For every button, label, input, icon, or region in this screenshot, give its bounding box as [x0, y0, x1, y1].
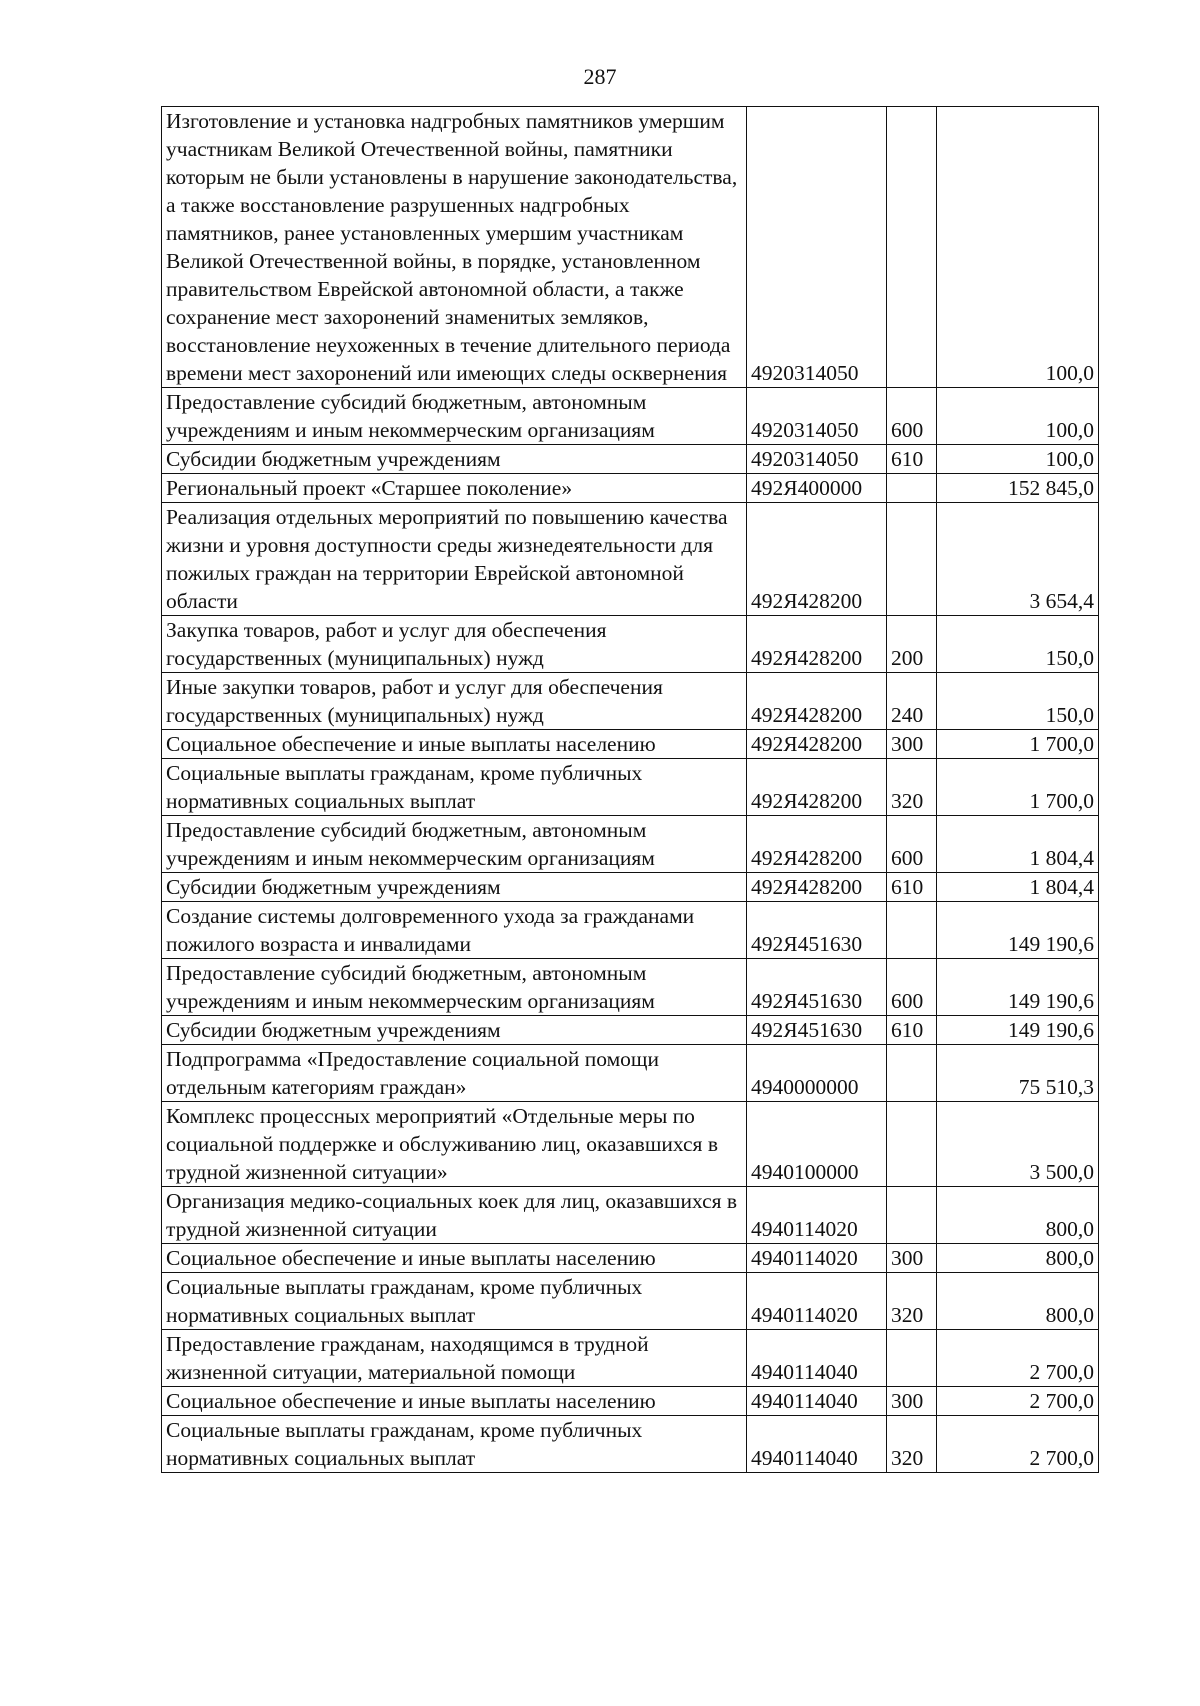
row-expense-type: 240: [887, 673, 937, 730]
row-amount: 1 804,4: [937, 873, 1099, 902]
row-name: Реализация отдельных мероприятий по повышению качества жизни и уровня доступности среды жизнедеятельности для пожилых граждан на территории Еврейской автономной области: [162, 503, 747, 616]
row-amount: 2 700,0: [937, 1387, 1099, 1416]
row-amount: 2 700,0: [937, 1416, 1099, 1473]
row-amount: 150,0: [937, 616, 1099, 673]
table-row: [162, 1016, 1099, 1045]
row-code: 492Я428200: [747, 730, 887, 759]
row-name: Социальное обеспечение и иные выплаты населению: [162, 1387, 747, 1416]
row-name: Организация медико-социальных коек для лиц, оказавшихся в трудной жизненной ситуации: [162, 1187, 747, 1244]
row-code: 492Я428200: [747, 816, 887, 873]
table-row: [162, 503, 1099, 616]
row-expense-type: 320: [887, 1273, 937, 1330]
table-row: [162, 816, 1099, 873]
row-code: 4940114020: [747, 1273, 887, 1330]
row-expense-type: 610: [887, 873, 937, 902]
row-name: Подпрограмма «Предоставление социальной помощи отдельным категориям граждан»: [162, 1045, 747, 1102]
row-amount: 3 500,0: [937, 1102, 1099, 1187]
row-amount: 2 700,0: [937, 1330, 1099, 1387]
row-code: 4940114040: [747, 1416, 887, 1473]
table-row: [162, 902, 1099, 959]
row-expense-type: [887, 503, 937, 616]
row-expense-type: 300: [887, 1244, 937, 1273]
budget-table: [161, 106, 1099, 1473]
row-amount: 1 804,4: [937, 816, 1099, 873]
table-row: [162, 616, 1099, 673]
table-row: [162, 1244, 1099, 1273]
row-name: Социальные выплаты гражданам, кроме публичных нормативных социальных выплат: [162, 1273, 747, 1330]
row-name: Предоставление гражданам, находящимся в трудной жизненной ситуации, материальной помощи: [162, 1330, 747, 1387]
row-name: Предоставление субсидий бюджетным, автономным учреждениям и иным некоммерческим организациям: [162, 388, 747, 445]
row-name: Комплекс процессных мероприятий «Отдельные меры по социальной поддержке и обслуживанию лиц, оказавшихся в трудной жизненной ситуации»: [162, 1102, 747, 1187]
row-name: Социальное обеспечение и иные выплаты населению: [162, 730, 747, 759]
row-code: 4940114040: [747, 1387, 887, 1416]
table-row: [162, 1102, 1099, 1187]
table-row: [162, 730, 1099, 759]
row-expense-type: 320: [887, 1416, 937, 1473]
table-row: [162, 1273, 1099, 1330]
row-code: 492Я428200: [747, 673, 887, 730]
row-amount: 152 845,0: [937, 474, 1099, 503]
row-name: Предоставление субсидий бюджетным, автономным учреждениям и иным некоммерческим организациям: [162, 816, 747, 873]
table-row: [162, 1387, 1099, 1416]
row-code: 492Я428200: [747, 873, 887, 902]
table-row: [162, 474, 1099, 503]
page-number: 287: [583, 64, 617, 89]
row-name: Иные закупки товаров, работ и услуг для обеспечения государственных (муниципальных) нужд: [162, 673, 747, 730]
row-amount: 75 510,3: [937, 1045, 1099, 1102]
table-row: [162, 873, 1099, 902]
row-expense-type: 300: [887, 730, 937, 759]
row-code: 4940114040: [747, 1330, 887, 1387]
row-amount: 100,0: [937, 388, 1099, 445]
table-row: [162, 959, 1099, 1016]
row-code: 4940100000: [747, 1102, 887, 1187]
row-code: 4920314050: [747, 107, 887, 388]
table-row: [162, 1330, 1099, 1387]
row-amount: 149 190,6: [937, 1016, 1099, 1045]
row-expense-type: 600: [887, 388, 937, 445]
row-amount: 1 700,0: [937, 730, 1099, 759]
table-row: [162, 1187, 1099, 1244]
row-amount: 800,0: [937, 1187, 1099, 1244]
row-expense-type: [887, 1330, 937, 1387]
row-name: Предоставление субсидий бюджетным, автономным учреждениям и иным некоммерческим организациям: [162, 959, 747, 1016]
table-row: [162, 673, 1099, 730]
row-name: Региональный проект «Старшее поколение»: [162, 474, 747, 503]
row-expense-type: 200: [887, 616, 937, 673]
row-expense-type: [887, 1102, 937, 1187]
table-row: [162, 759, 1099, 816]
row-code: 4940114020: [747, 1187, 887, 1244]
row-code: 492Я428200: [747, 759, 887, 816]
row-expense-type: [887, 107, 937, 388]
row-code: 4940114020: [747, 1244, 887, 1273]
row-expense-type: 600: [887, 959, 937, 1016]
row-code: 492Я451630: [747, 902, 887, 959]
table-row: [162, 388, 1099, 445]
row-code: 492Я451630: [747, 1016, 887, 1045]
row-expense-type: 320: [887, 759, 937, 816]
row-name: Закупка товаров, работ и услуг для обеспечения государственных (муниципальных) нужд: [162, 616, 747, 673]
row-code: 492Я428200: [747, 503, 887, 616]
table-row: [162, 1416, 1099, 1473]
row-expense-type: 600: [887, 816, 937, 873]
row-amount: 149 190,6: [937, 959, 1099, 1016]
row-name: Субсидии бюджетным учреждениям: [162, 873, 747, 902]
row-code: 492Я428200: [747, 616, 887, 673]
row-name: Изготовление и установка надгробных памятников умершим участникам Великой Отечественной войны, памятники которым не были установлены в нарушение законодательства, а также восстановление разрушенных надгробных памятников, ранее установленных умершим участникам Великой Отечественной войны, в порядке, установленном правительством Еврейской автономной области, а также сохранение мест захоронений знаменитых земляков, восстановление неухоженных в течение длительного периода времени мест захоронений или имеющих следы осквернения: [162, 107, 747, 388]
row-code: 4940000000: [747, 1045, 887, 1102]
row-expense-type: [887, 1045, 937, 1102]
row-expense-type: 300: [887, 1387, 937, 1416]
row-amount: 100,0: [937, 445, 1099, 474]
row-amount: 800,0: [937, 1244, 1099, 1273]
row-name: Социальные выплаты гражданам, кроме публичных нормативных социальных выплат: [162, 759, 747, 816]
row-amount: 800,0: [937, 1273, 1099, 1330]
row-name: Социальные выплаты гражданам, кроме публичных нормативных социальных выплат: [162, 1416, 747, 1473]
row-code: 4920314050: [747, 445, 887, 474]
row-amount: 100,0: [937, 107, 1099, 388]
row-name: Социальное обеспечение и иные выплаты населению: [162, 1244, 747, 1273]
table-row: [162, 445, 1099, 474]
row-expense-type: [887, 474, 937, 503]
row-code: 492Я451630: [747, 959, 887, 1016]
row-name: Создание системы долговременного ухода за гражданами пожилого возраста и инвалидами: [162, 902, 747, 959]
table-row: [162, 107, 1099, 388]
row-code: 4920314050: [747, 388, 887, 445]
row-amount: 149 190,6: [937, 902, 1099, 959]
row-amount: 3 654,4: [937, 503, 1099, 616]
row-expense-type: 610: [887, 1016, 937, 1045]
row-amount: 1 700,0: [937, 759, 1099, 816]
row-amount: 150,0: [937, 673, 1099, 730]
table-row: [162, 1045, 1099, 1102]
row-expense-type: [887, 1187, 937, 1244]
row-code: 492Я400000: [747, 474, 887, 503]
row-expense-type: 610: [887, 445, 937, 474]
row-name: Субсидии бюджетным учреждениям: [162, 445, 747, 474]
row-expense-type: [887, 902, 937, 959]
row-name: Субсидии бюджетным учреждениям: [162, 1016, 747, 1045]
